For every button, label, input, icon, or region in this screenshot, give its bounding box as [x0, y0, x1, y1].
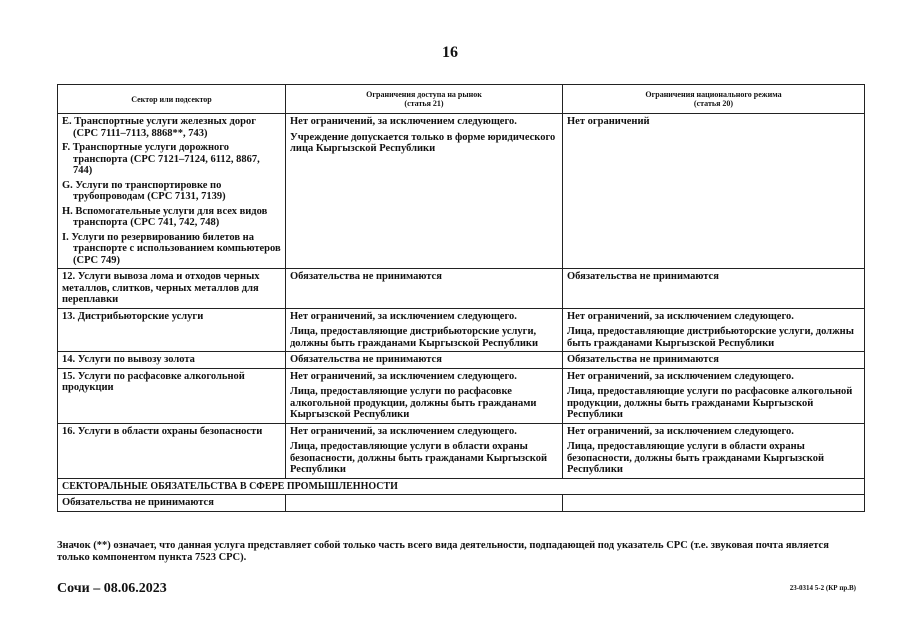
national-treatment-text: Нет ограничений, за исключением следующего.	[567, 310, 794, 322]
table-row	[58, 114, 865, 269]
national-treatment-text: Обязательства не принимаются	[567, 354, 719, 365]
sectoral-heading: СЕКТОРАЛЬНЫЕ ОБЯЗАТЕЛЬСТВА В СФЕРЕ ПРОМЫШЛЕННОСТИ	[58, 478, 865, 495]
national-treatment-cell	[563, 352, 865, 369]
market-access-text: Нет ограничений, за исключением следующего.	[290, 310, 517, 322]
table-row	[58, 495, 865, 512]
header-national-treatment: Ограничения национального режима (статья 20)	[563, 85, 865, 114]
national-treatment-text: Обязательства не принимаются	[567, 271, 719, 282]
market-access-cell	[286, 269, 563, 309]
sector-item: I. Услуги по резервированию билетов на транспорте с использованием компьютеров (CPC 749)	[62, 231, 281, 266]
national-treatment-cell	[563, 495, 865, 512]
market-access-text: Обязательства не принимаются	[290, 271, 442, 282]
market-access-text: Нет ограничений, за исключением следующего.	[290, 116, 517, 127]
page-number: 16	[442, 44, 458, 61]
market-access-cell	[286, 368, 563, 423]
market-access-cell	[286, 423, 563, 478]
sector-cell	[58, 114, 286, 269]
table-row	[58, 368, 865, 423]
national-treatment-text: Лица, предоставляющие дистрибьюторские услуги, должны быть гражданами Кыргызской Республики	[567, 326, 854, 349]
national-treatment-cell	[563, 269, 865, 309]
sector-cell: 16. Услуги в области охраны безопасности	[58, 423, 286, 478]
market-access-cell	[286, 114, 563, 269]
market-access-text: Обязательства не принимаются	[290, 354, 442, 365]
sector-cell: 15. Услуги по расфасовке алкогольной продукции	[58, 368, 286, 423]
sector-cell: 14. Услуги по вывозу золота	[58, 352, 286, 369]
market-access-cell	[286, 352, 563, 369]
table-row	[58, 308, 865, 352]
national-treatment-text: Нет ограничений, за исключением следующего.	[567, 370, 794, 382]
national-treatment-cell	[563, 114, 865, 269]
sector-cell: Обязательства не принимаются	[58, 495, 286, 512]
sector-item: F. Транспортные услуги дорожного транспорта (CPC 7121–7124, 6112, 8867, 744)	[62, 142, 260, 176]
sector-item: E. Транспортные услуги железных дорог (CPC 7111–7113, 8868**, 743)	[62, 116, 256, 139]
sector-item: H. Вспомогательные услуги для всех видов транспорта (CPC 741, 742, 748)	[62, 205, 268, 228]
document-code: 23-0314 5-2 (КР пр.В)	[789, 584, 856, 592]
national-treatment-cell	[563, 368, 865, 423]
market-access-text: Нет ограничений, за исключением следующего.	[290, 370, 517, 382]
market-access-text: Учреждение допускается только в форме юридического лица Кыргызской Республики	[290, 131, 556, 154]
header-sector: Сектор или подсектор	[58, 85, 286, 114]
table-row	[58, 423, 865, 478]
national-treatment-cell	[563, 423, 865, 478]
market-access-text: Лица, предоставляющие услуги по расфасовке алкогольной продукции, должны быть гражданами Кыргызской Республики	[290, 386, 537, 420]
market-access-cell	[286, 495, 563, 512]
national-treatment-text: Лица, предоставляющие услуги в области охраны безопасности, должны быть гражданами Кыргызской Республики	[567, 441, 825, 475]
market-access-cell	[286, 308, 563, 352]
market-access-text: Лица, предоставляющие дистрибьюторские услуги, должны быть гражданами Кыргызской Республики	[290, 326, 538, 349]
sector-cell: 12. Услуги вывоза лома и отходов черных металлов, слитков, черных металлов для переплавки	[58, 269, 286, 309]
market-access-text: Нет ограничений, за исключением следующего.	[290, 425, 517, 437]
header-market-access: Ограничения доступа на рынок (статья 21)	[286, 85, 563, 114]
table-row	[58, 352, 865, 369]
table-row	[58, 269, 865, 309]
national-treatment-text: Нет ограничений, за исключением следующего.	[567, 425, 794, 437]
national-treatment-text: Нет ограничений	[567, 116, 650, 127]
footnote: Значок (**) означает, что данная услуга представляет собой только часть всего вида деятельности, подпадающей под указатель CPC (т.е. звуковая почта является только компонентом пункта 7523 CPC).	[57, 540, 829, 563]
sector-cell: 13. Дистрибьюторские услуги	[58, 308, 286, 352]
national-treatment-text: Лица, предоставляющие услуги по расфасовке алкогольной продукции, должны быть гражданами Кыргызской Республики	[567, 386, 853, 420]
place-date: Сочи – 08.06.2023	[57, 581, 167, 596]
table-header-row	[58, 85, 865, 114]
sectoral-heading-row	[58, 478, 865, 495]
national-treatment-cell	[563, 308, 865, 352]
commitments-table	[57, 84, 865, 512]
market-access-text: Лица, предоставляющие услуги в области охраны безопасности, должны быть гражданами Кыргызской Республики	[290, 441, 548, 475]
sector-item: G. Услуги по транспортировке по трубопроводам (CPC 7131, 7139)	[62, 179, 226, 202]
